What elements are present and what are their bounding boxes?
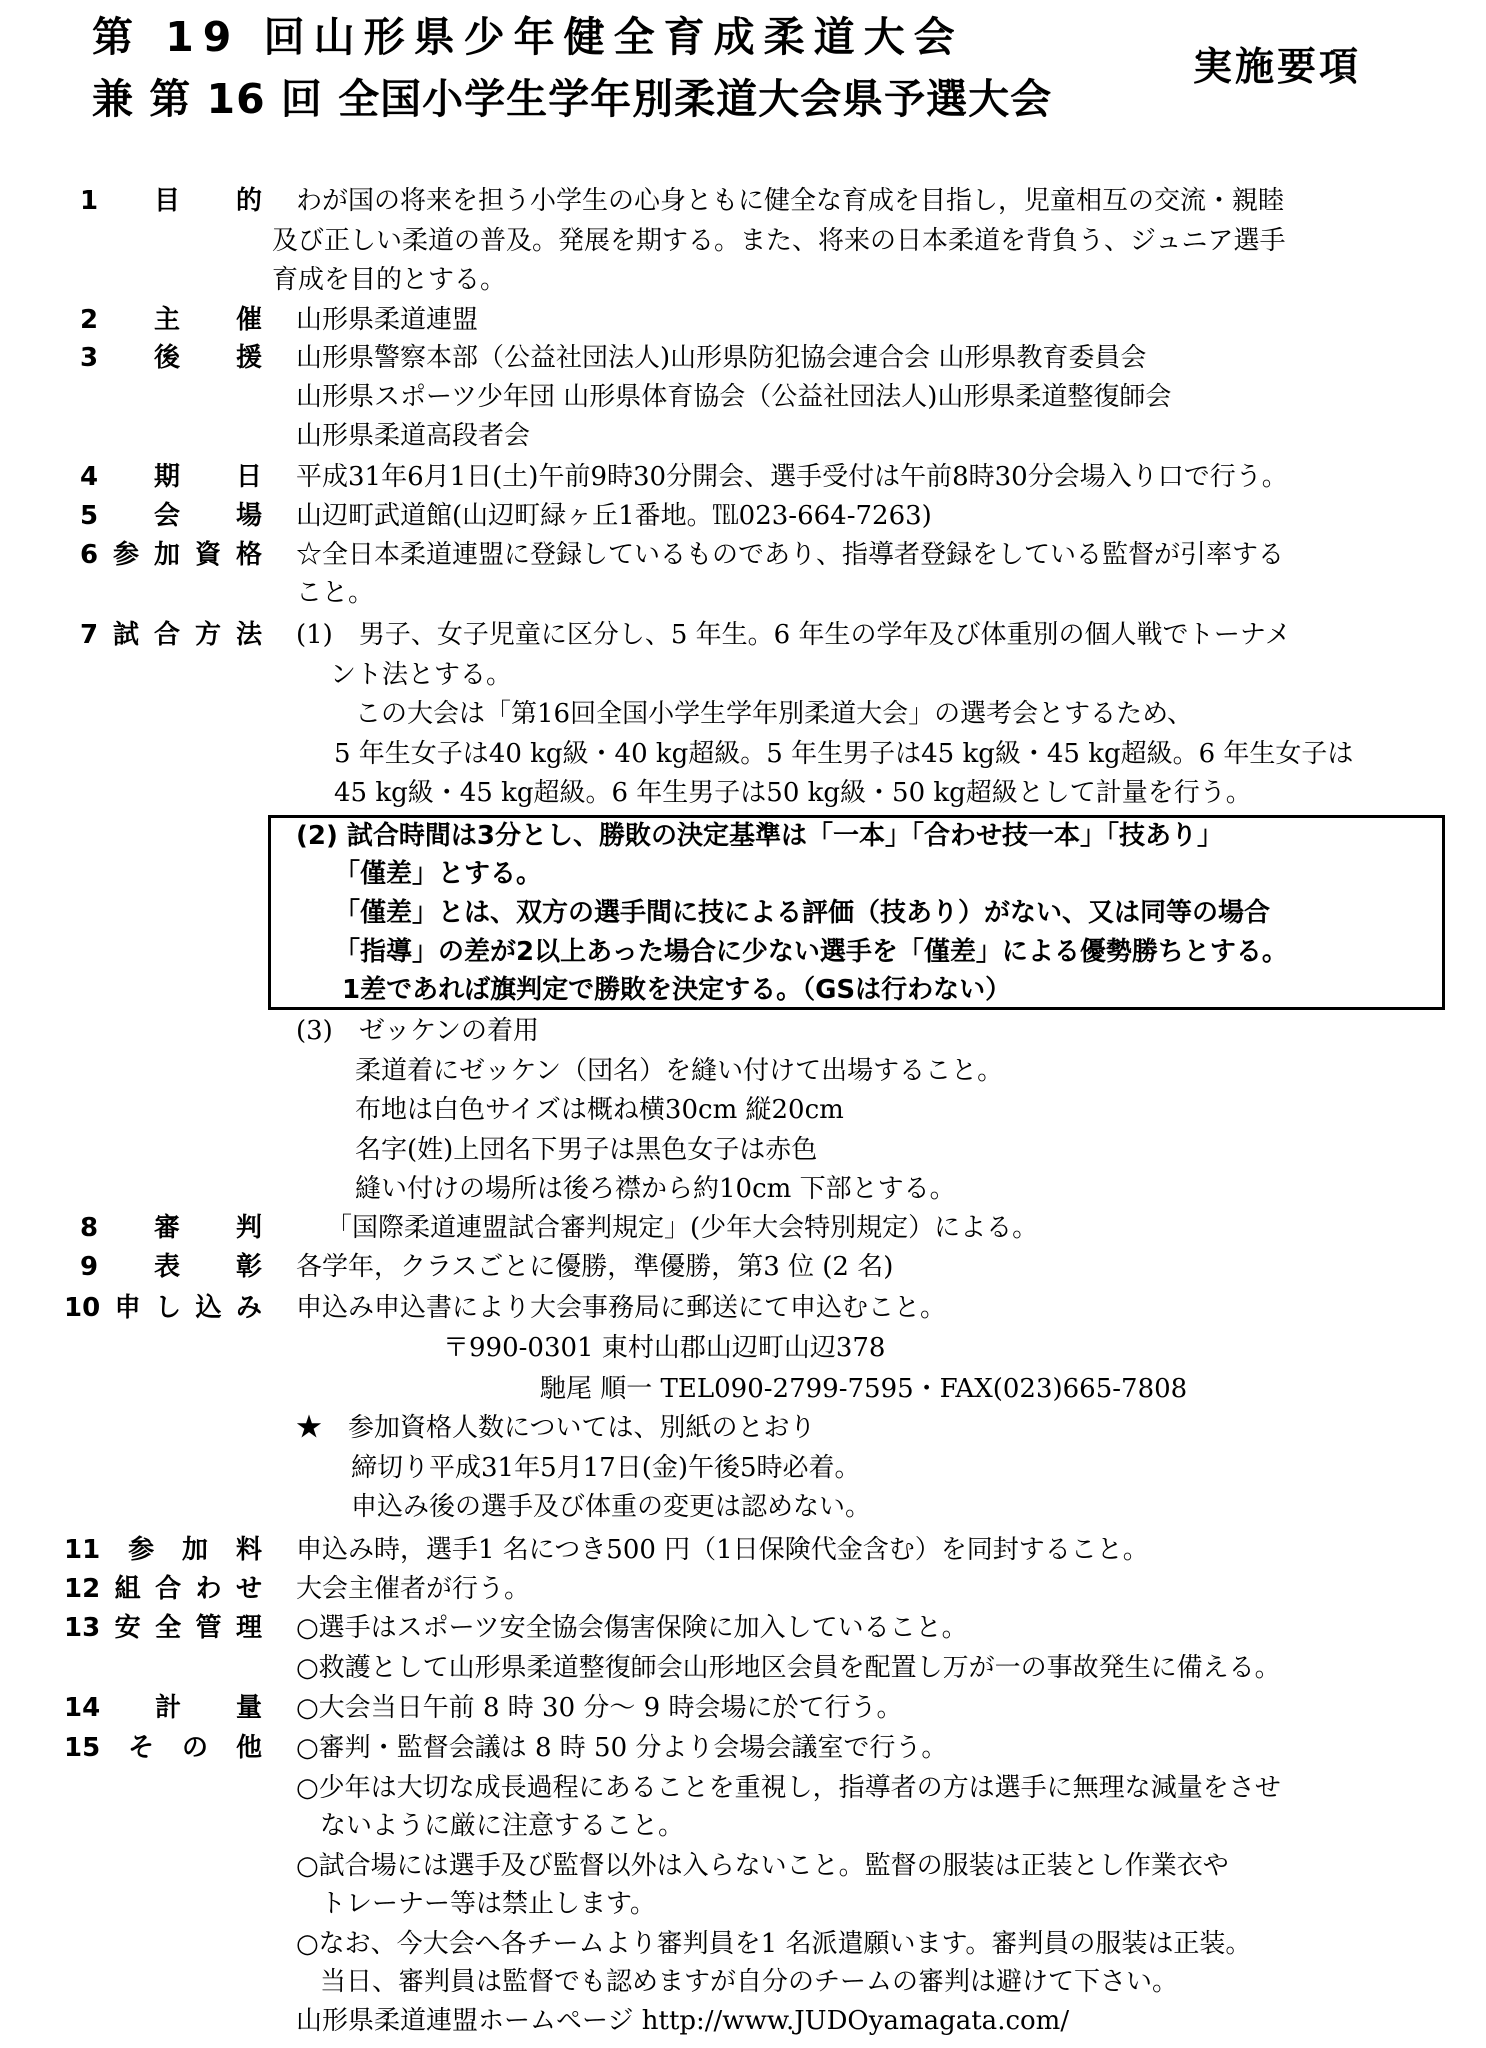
section-text: 山形県柔道連盟	[296, 305, 479, 335]
title-right: 実施要項	[1193, 45, 1362, 90]
section-text: わが国の将来を担う小学生の心身ともに健全な育成を目指し，児童相互の交流・親睦	[296, 186, 1285, 216]
section-text: (1) 男子、女子児童に区分し、5 年生。6 年生の学年及び体重別の個人戦でトーナメ	[296, 620, 1291, 650]
section-text: 「国際柔道連盟試合審判規定」(少年大会特別規定）による。	[326, 1213, 1039, 1243]
section-text: 当日、審判員は監督でも認めますが自分のチームの審判は避けて下さい。	[320, 1967, 1179, 1997]
section-text: ★ 参加資格人数については、別紙のとおり	[296, 1413, 816, 1443]
section-text: 山形県柔道高段者会	[296, 421, 531, 451]
box-text: 1差であれば旗判定で勝敗を決定する。（GSは行わない）	[342, 975, 1012, 1005]
section-label: 4 期 日	[80, 462, 262, 492]
section-text: 布地は白色サイズは概ね横30cm 縦20cm	[355, 1095, 844, 1125]
box-text: 「指導」の差が2以上あった場合に少ない選手を「僅差」による優勢勝ちとする。	[334, 937, 1288, 967]
section-text: 締切り平成31年5月17日(金)午後5時必着。	[351, 1453, 861, 1483]
section-text: 45 kg級・45 kg超級。6 年生男子は50 kg級・50 kg超級として計量を行う。	[334, 778, 1252, 808]
box-text: 「僅差」とする。	[334, 859, 543, 889]
section-text: 馳尾 順一 TEL090-2799-7595・FAX(023)665-7808	[540, 1374, 1188, 1404]
section-text: 5 年生女子は40 kg級・40 kg超級。5 年生男子は45 kg級・45 kg超級。6 年生女子は	[334, 739, 1354, 769]
section-label: 6 参 加 資 格	[80, 540, 262, 570]
section-label: 7 試 合 方 法	[80, 620, 262, 650]
section-label: 12 組 合 わ せ	[64, 1574, 262, 1604]
section-text: 山辺町武道館(山辺町緑ヶ丘1番地。℡023-664-7263)	[296, 501, 932, 531]
section-text: 山形県警察本部（公益社団法人)山形県防犯協会連合会 山形県教育委員会	[296, 343, 1147, 373]
section-text: ○審判・監督会議は 8 時 50 分より会場会議室で行う。	[296, 1733, 948, 1763]
section-text: ○試合場には選手及び監督以外は入らないこと。監督の服装は正装とし作業衣や	[296, 1851, 1229, 1881]
website-line: 山形県柔道連盟ホームページ http://www.JUDOyamagata.com/	[296, 2006, 1070, 2036]
title-line-1: 第 19 回山形県少年健全育成柔道大会	[92, 13, 964, 61]
section-text: 申込み時，選手1 名につき500 円（1日保険代金含む）を同封すること。	[296, 1535, 1149, 1565]
section-label: 11 参 加 料	[64, 1535, 262, 1565]
section-label: 3 後 援	[80, 343, 262, 373]
section-text: 育成を目的とする。	[272, 265, 507, 295]
box-text: 「僅差」とは、双方の選手間に技による評価（技あり）がない、又は同等の場合	[334, 898, 1271, 928]
section-text: 山形県スポーツ少年団 山形県体育協会（公益社団法人)山形県柔道整復師会	[296, 382, 1172, 412]
section-text: ント法とする。	[330, 660, 513, 690]
section-text: 〒990-0301 東村山郡山辺町山辺378	[443, 1333, 886, 1363]
section-text: 及び正しい柔道の普及。発展を期する。また、将来の日本柔道を背負う、ジュニア選手	[272, 226, 1286, 256]
section-text: こと。	[296, 578, 375, 608]
section-text: 申込み後の選手及び体重の変更は認めない。	[351, 1492, 872, 1522]
section-text: この大会は「第16回全国小学生学年別柔道大会」の選考会とするため、	[355, 699, 1194, 729]
box-text: (2) 試合時間は3分とし、勝敗の決定基準は「一本」「合わせ技一本」「技あり」	[296, 821, 1224, 851]
section-label: 15 そ の 他	[64, 1733, 262, 1763]
section-label: 14 計 量	[64, 1693, 262, 1723]
title-line-2: 兼 第 16 回 全国小学生学年別柔道大会県予選大会	[92, 75, 1053, 123]
section-label: 13 安 全 管 理	[64, 1613, 262, 1643]
section-text: 申込み申込書により大会事務局に郵送にて申込むこと。	[296, 1293, 947, 1323]
section-text: 縫い付けの場所は後ろ襟から約10cm 下部とする。	[355, 1174, 956, 1204]
section-label: 2 主 催	[80, 305, 262, 335]
section-text: ○救護として山形県柔道整復師会山形地区会員を配置し万が一の事故発生に備える。	[296, 1653, 1281, 1683]
section-label: 8 審 判	[80, 1213, 262, 1243]
section-label: 9 表 彰	[80, 1252, 262, 1282]
section-text: ○大会当日午前 8 時 30 分～ 9 時会場に於て行う。	[296, 1693, 903, 1723]
section-text: ☆全日本柔道連盟に登録しているものであり、指導者登録をしている監督が引率する	[296, 540, 1285, 570]
section-text: ないように厳に注意すること。	[320, 1811, 685, 1841]
section-text: ○なお、今大会へ各チームより審判員を1 名派遣願います。審判員の服装は正装。	[296, 1929, 1252, 1959]
section-text: ○選手はスポーツ安全協会傷害保険に加入していること。	[296, 1613, 968, 1643]
section-text: トレーナー等は禁止します。	[320, 1889, 656, 1919]
section-text: (3) ゼッケンの着用	[296, 1016, 540, 1046]
section-label: 10 申 し 込 み	[64, 1293, 262, 1323]
section-text: 名字(姓)上団名下男子は黒色女子は赤色	[355, 1135, 818, 1165]
section-text: ○少年は大切な成長過程にあることを重視し，指導者の方は選手に無理な減量をさせ	[296, 1773, 1281, 1803]
section-label: 5 会 場	[80, 501, 262, 531]
section-text: 柔道着にゼッケン（団名）を縫い付けて出場すること。	[355, 1056, 1004, 1086]
section-text: 大会主催者が行う。	[296, 1574, 531, 1604]
section-label: 1 目 的	[80, 186, 262, 216]
section-text: 各学年，クラスごとに優勝，準優勝，第3 位 (2 名)	[296, 1252, 894, 1282]
section-text: 平成31年6月1日(土)午前9時30分開会、選手受付は午前8時30分会場入り口で行う。	[296, 462, 1288, 492]
